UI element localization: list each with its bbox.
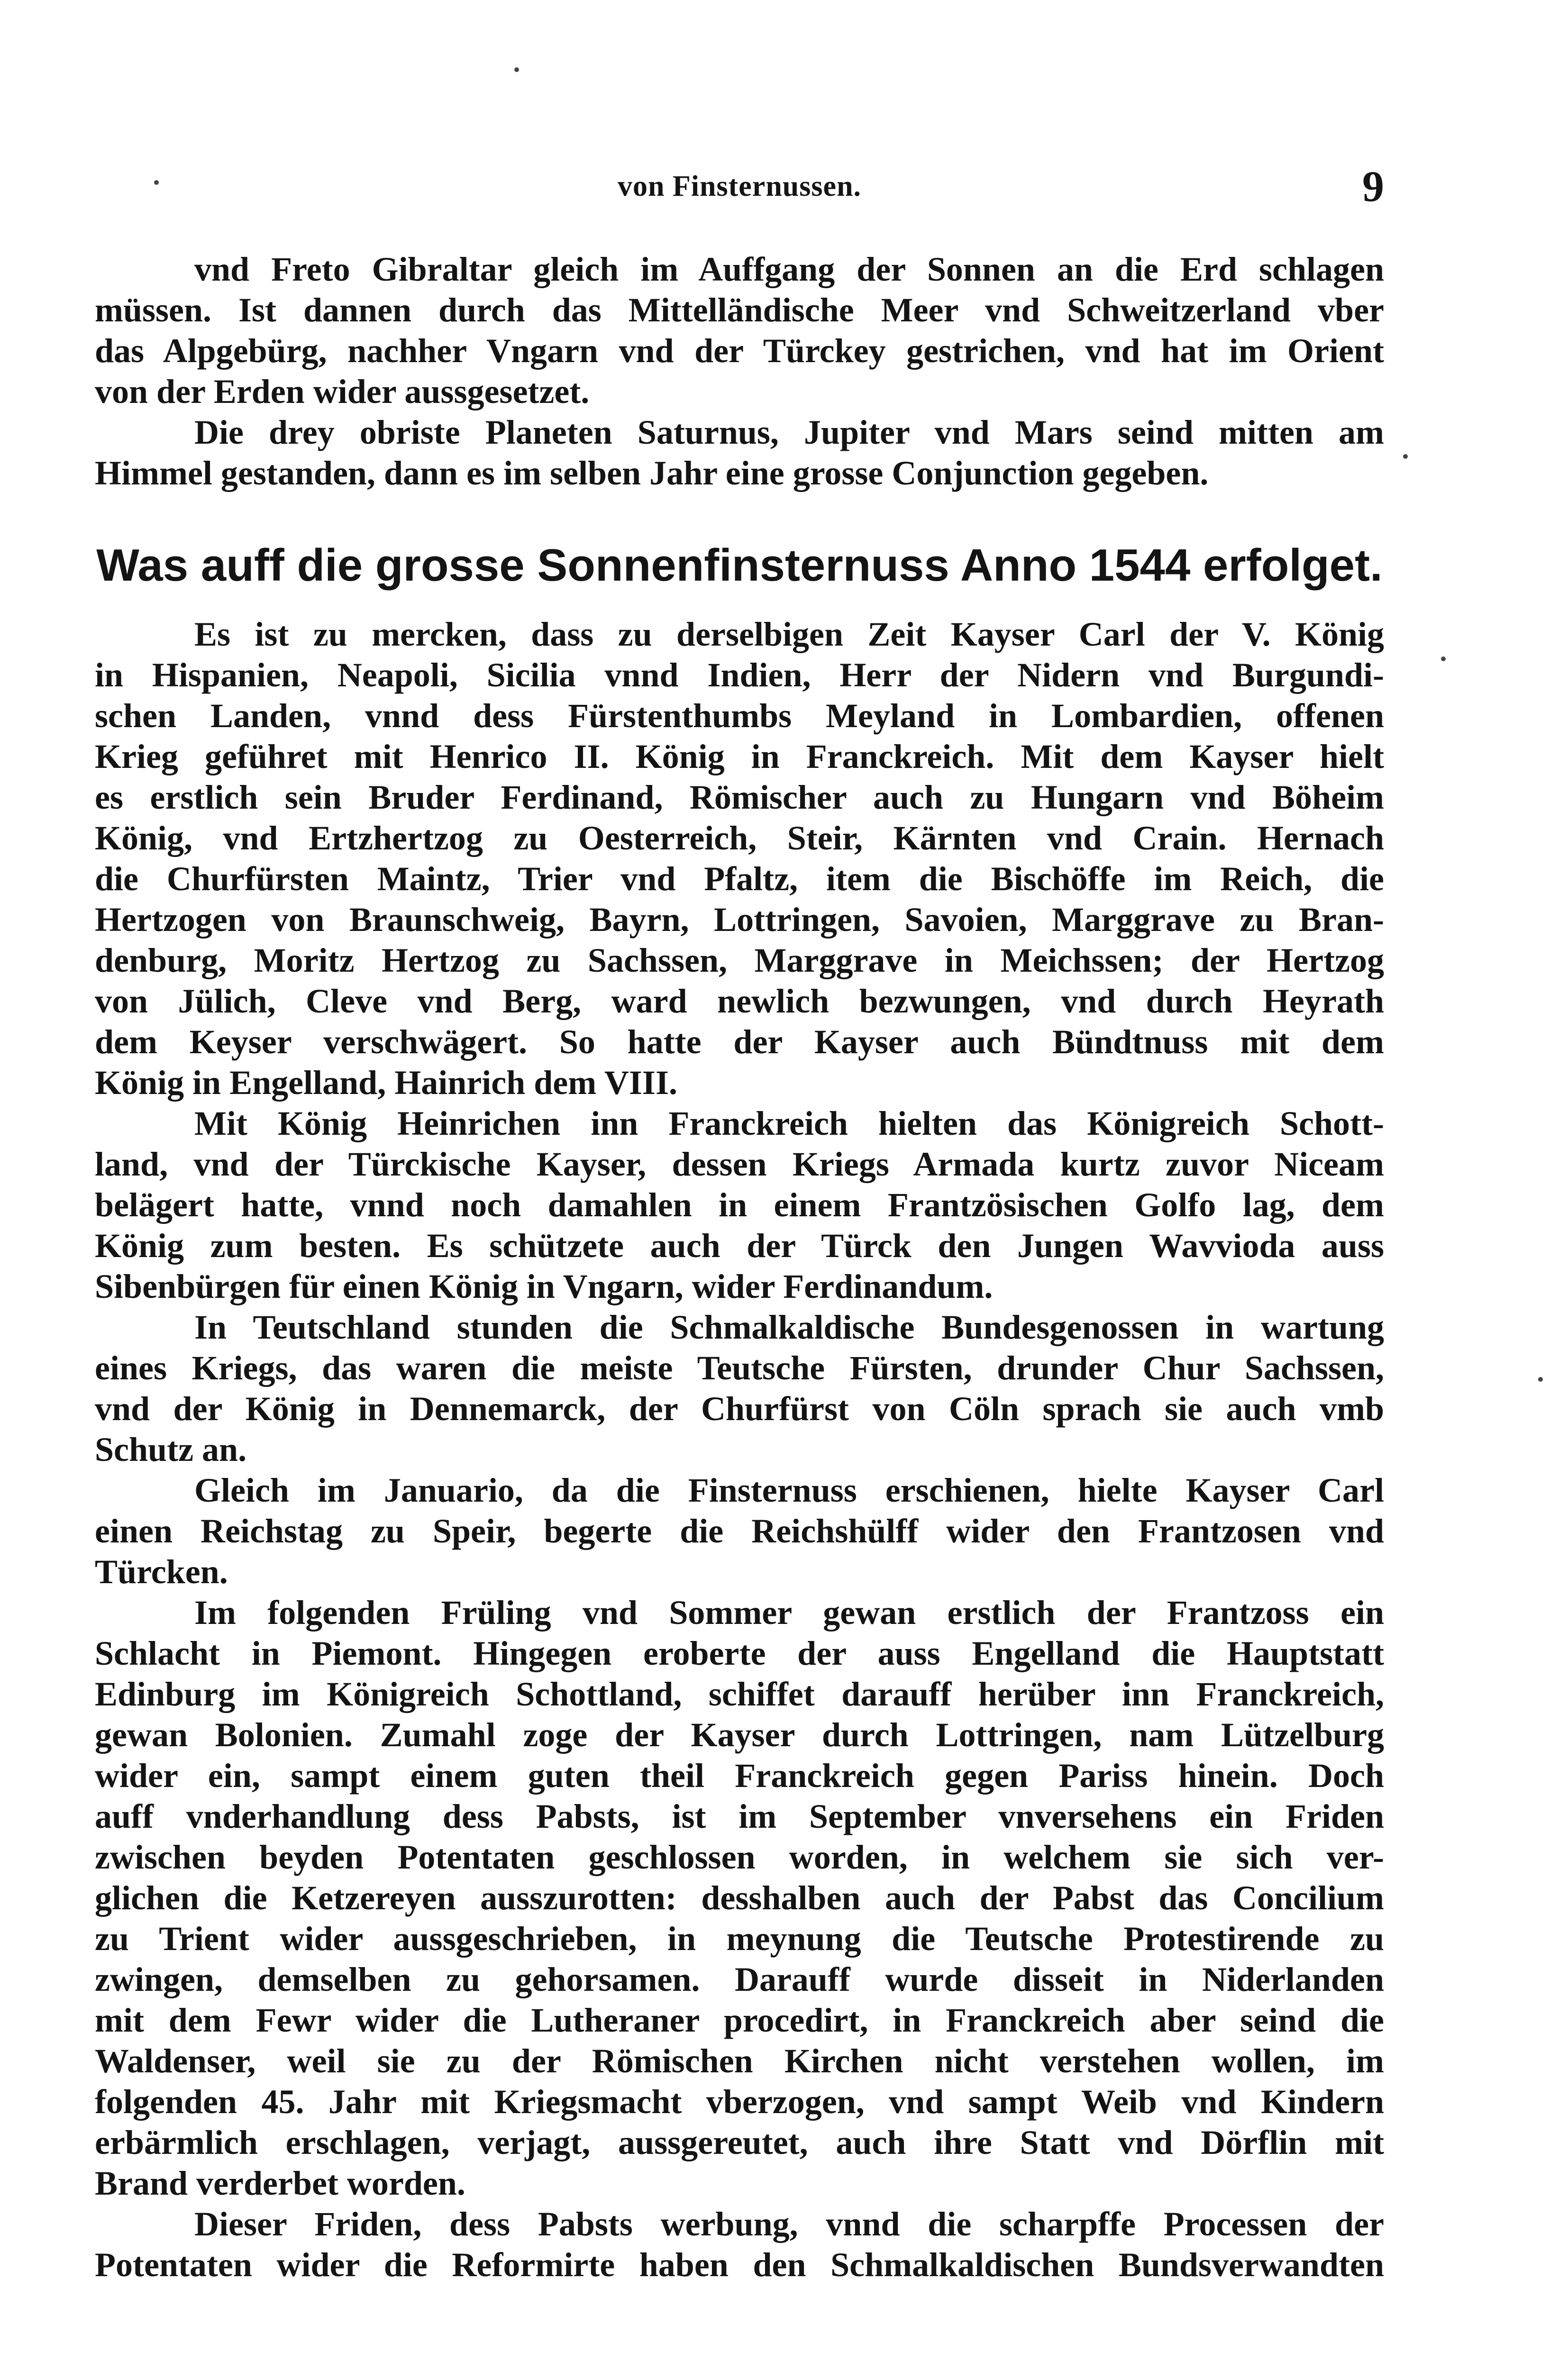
- text-line: auff vnderhandlung dess Pabsts, ist im September vnversehens ein Friden: [95, 1797, 1384, 1835]
- text-line: König zum besten. Es schützete auch der Türck den Jungen Wavvioda auss: [95, 1227, 1384, 1265]
- intro-paragraphs: [95, 249, 1384, 493]
- text-line: Die drey obriste Planeten Saturnus, Jupiter vnd Mars seind mitten am: [194, 413, 1384, 451]
- text-line: In Teutschland stunden die Schmalkaldische Bundesgenossen in wartung: [194, 1308, 1384, 1346]
- text-line: zu Trient wider aussgeschrieben, in meynung die Teutsche Protestirende zu: [95, 1920, 1384, 1958]
- text-line: Himmel gestanden, dann es im selben Jahr eine grosse Conjunction gegeben.: [95, 454, 1209, 492]
- paragraph: [95, 1103, 1384, 1307]
- text-line: Sibenbürgen für einen König in Vngarn, wider Ferdinandum.: [95, 1267, 993, 1305]
- paragraph: [95, 1470, 1384, 1592]
- text-line: gewan Bolonien. Zumahl zoge der Kayser durch Lottringen, nam Lützelburg: [95, 1716, 1384, 1754]
- text-line: mit dem Fewr wider die Lutheraner procedirt, in Franckreich aber seind die: [95, 2001, 1384, 2039]
- text-line: das Alpgebürg, nachher Vngarn vnd der Türckey gestrichen, vnd hat im Orient: [95, 332, 1384, 370]
- text-line: einen Reichstag zu Speir, begerte die Reichshülff wider den Frantzosen vnd: [95, 1512, 1384, 1550]
- text-line: Dieser Friden, dess Pabsts werbung, vnnd die scharpffe Processen der: [194, 2205, 1384, 2243]
- text-line: zwischen beyden Potentaten geschlossen worden, in welchem sie sich ver-: [95, 1838, 1384, 1876]
- text-line: glichen die Ketzereyen ausszurotten: desshalben auch der Pabst das Concilium: [95, 1879, 1384, 1917]
- text-line: Im folgenden Früling vnd Sommer gewan erstlich der Frantzoss ein: [194, 1594, 1384, 1632]
- page-header: [95, 161, 1384, 218]
- text-line: vnd Freto Gibraltar gleich im Auffgang der Sonnen an die Erd schlagen: [194, 250, 1384, 288]
- scan-speck: [1441, 656, 1446, 661]
- text-line: vnd der König in Dennemarck, der Churfürst von Cöln sprach sie auch vmb: [95, 1390, 1384, 1428]
- text-line: die Churfürsten Maintz, Trier vnd Pfaltz, item die Bischöffe im Reich, die: [95, 860, 1384, 898]
- text-line: Türcken.: [95, 1553, 228, 1591]
- scan-speck: [1403, 454, 1408, 459]
- text-line: Es ist zu mercken, dass zu derselbigen Zeit Kayser Carl der V. König: [194, 615, 1384, 653]
- text-line: Mit König Heinrichen inn Franckreich hielten das Königreich Schott-: [194, 1104, 1384, 1142]
- text-line: Waldenser, weil sie zu der Römischen Kirchen nicht verstehen wollen, im: [95, 2042, 1384, 2080]
- text-line: Edinburg im Königreich Schottland, schiffet darauff herüber inn Franckreich,: [95, 1675, 1384, 1713]
- text-line: eines Kriegs, das waren die meiste Teutsche Fürsten, drunder Chur Sachssen,: [95, 1349, 1384, 1387]
- text-line: Krieg geführet mit Henrico II. König in Franckreich. Mit dem Kayser hielt: [95, 738, 1384, 775]
- text-line: von Jülich, Cleve vnd Berg, ward newlich bezwungen, vnd durch Heyrath: [95, 982, 1384, 1020]
- text-line: denburg, Moritz Hertzog zu Sachssen, Marggrave in Meichssen; der Hertzog: [95, 941, 1384, 979]
- paragraph: [95, 614, 1384, 1103]
- text-line: von der Erden wider aussgesetzet.: [95, 373, 590, 410]
- text-line: Schutz an.: [95, 1431, 247, 1468]
- paragraph: [95, 249, 1384, 412]
- body-text: [95, 249, 1384, 2285]
- text-line: Hertzogen von Braunschweig, Bayrn, Lottringen, Savoien, Marggrave zu Bran-: [95, 901, 1384, 939]
- text-line: dem Keyser verschwägert. So hatte der Kayser auch Bündtnuss mit dem: [95, 1023, 1384, 1061]
- section-heading: Was auff die grosse Sonnenfinsternuss Anno 1544 erfolget.: [96, 540, 1383, 591]
- text-line: König, vnd Ertzhertzog zu Oesterreich, Steir, Kärnten vnd Crain. Hernach: [95, 819, 1384, 857]
- text-line: Potentaten wider die Reformirte haben den Schmalkaldischen Bundsverwandten: [95, 2246, 1384, 2284]
- text-line: König in Engelland, Hainrich dem VIII.: [95, 1064, 677, 1102]
- paragraph: [95, 412, 1384, 493]
- paragraph: [95, 1592, 1384, 2204]
- text-line: müssen. Ist dannen durch das Mittelländische Meer vnd Schweitzerland vber: [95, 291, 1384, 329]
- text-line: erbärmlich erschlagen, verjagt, aussgereutet, auch ihre Statt vnd Dörflin mit: [95, 2124, 1384, 2161]
- text-line: es erstlich sein Bruder Ferdinand, Römischer auch zu Hungarn vnd Böheim: [95, 778, 1384, 816]
- scan-speck: [1538, 1377, 1543, 1382]
- text-line: belägert hatte, vnnd noch damahlen in einem Frantzösischen Golfo lag, dem: [95, 1186, 1384, 1224]
- text-line: wider ein, sampt einem guten theil Franckreich gegen Pariss hinein. Doch: [95, 1757, 1384, 1795]
- text-line: Schlacht in Piemont. Hingegen eroberte der auss Engelland die Hauptstatt: [95, 1634, 1384, 1672]
- text-line: Brand verderbet worden.: [95, 2164, 465, 2202]
- running-title: von Finsternussen.: [617, 170, 862, 202]
- text-line: zwingen, demselben zu gehorsamen. Darauff wurde disseit in Niderlanden: [95, 1960, 1384, 1998]
- scan-speck: [514, 67, 519, 72]
- paragraph: [95, 2204, 1384, 2285]
- text-line: in Hispanien, Neapoli, Sicilia vnnd Indien, Herr der Nidern vnd Burgundi-: [95, 656, 1384, 694]
- text-line: land, vnd der Türckische Kayser, dessen Kriegs Armada kurtz zuvor Niceam: [95, 1145, 1384, 1183]
- page-number: 9: [1362, 162, 1384, 210]
- paragraph: [95, 1307, 1384, 1470]
- text-line: Gleich im Januario, da die Finsternuss erschienen, hielte Kayser Carl: [194, 1471, 1384, 1509]
- section-paragraphs: [95, 614, 1384, 2285]
- text-line: schen Landen, vnnd dess Fürstenthumbs Meyland in Lombardien, offenen: [95, 697, 1384, 735]
- text-line: folgenden 45. Jahr mit Kriegsmacht vberzogen, vnd sampt Weib vnd Kindern: [95, 2083, 1384, 2121]
- scan-speck: [154, 180, 159, 185]
